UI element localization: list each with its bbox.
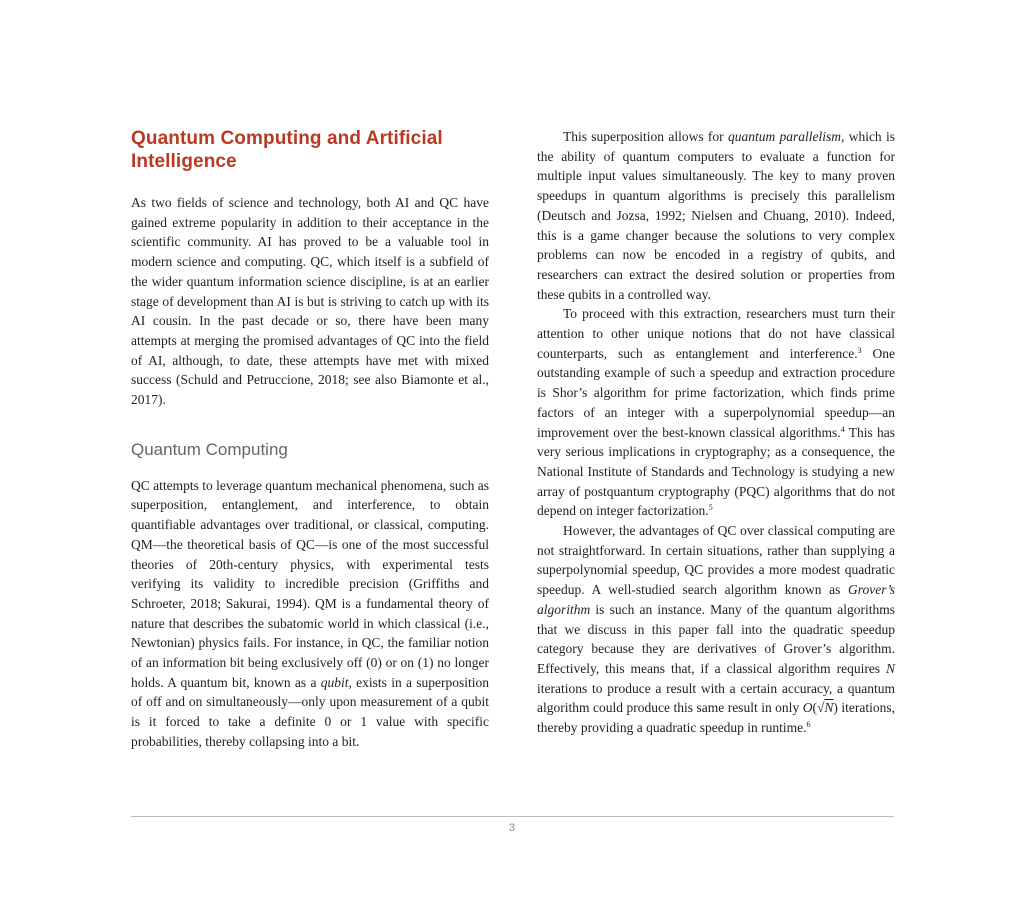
- extraction-paragraph: [537, 304, 895, 521]
- big-o-symbol: O: [802, 700, 813, 716]
- qc-text-1: QC attempts to leverage quantum mechanical phenomena, such as superposition, entanglement, and interference, to obtain quantifiable advantages over traditional, or classical, computing. QM—the theoretical basis of QC—is one of the most successful theories of 20th-century physics, with experimental tests verifying its validity to incredible precision (Griffiths and Schroeter, 2018; Sakurai, 1994). QM is a fundamental theory of nature that describes the subatomic world in which classical (i.e., Newtonian) physics fails. For instance, in QC, the familiar notion of an information bit being exclusively off (0) or on (1) no longer holds. A quantum bit, known as a: [131, 477, 490, 690]
- qc-paragraph: [131, 476, 489, 752]
- qubit-term: qubit,: [320, 674, 352, 690]
- p2-text-1: To proceed with this extraction, researchers must turn their attention to other unique notions that do not have classical counterparts, such as entanglement and interference.: [537, 306, 895, 361]
- left-column: [131, 127, 489, 752]
- p1-text-2: which is the ability of quantum computers to evaluate a function for multiple input values simultaneously. The key to many proven speedups in quantum algorithms is precisely this parallelism (Deutsch and Jozsa, 1992; Nielsen and Chuang, 2010). Indeed, this is a game changer because the solutions to very complex problems can now be encoded in a registry of qubits, and researchers can extract the desired solution or properties from these qubits in a controlled way.: [537, 129, 895, 302]
- qc-text-2: exists in a superposition of off and on simultaneously—only upon measurement of a qubit is it forced to take a definite 0 or 1 value with specific probabilities, thereby collapsing into a bit.: [131, 674, 489, 749]
- p2-text-3: This has very serious implications in cryptography; as a consequence, the National Institute of Standards and Technology is studying a new array of postquantum cryptography (PQC) algorithms that do not depend on integer factorization.: [537, 424, 895, 519]
- parallelism-paragraph: [537, 127, 895, 304]
- subsection-heading: Quantum Computing: [131, 439, 288, 459]
- p1-text-1: This superposition allows for: [563, 129, 728, 144]
- p3-text-2: is such an instance. Many of the quantum algorithms that we discuss in this paper fall into the quadratic speedup category because they are derivatives of Grover’s algorithm. Effectively, this means that, if a classical algorithm requires: [537, 601, 895, 676]
- variable-n: N: [885, 660, 895, 676]
- footnote-ref-5: 5: [708, 503, 713, 513]
- big-o-expression: [803, 700, 838, 715]
- sqrt-n: N: [824, 700, 834, 716]
- p3-text-4: iterations, thereby providing a quadratic speedup in runtime.: [537, 700, 895, 736]
- grover-paragraph: [537, 521, 895, 738]
- page-number: 3: [508, 822, 516, 834]
- footnote-ref-6: 6: [806, 720, 811, 730]
- p3-text-1: However, the advantages of QC over classical computing are not straightforward. In certain situations, rather than supplying a superpolynomial speedup, QC provides a more modest quadratic speedup. A well-studied search algorithm known as: [537, 523, 895, 598]
- quantum-parallelism-term: quantum parallelism,: [727, 129, 845, 144]
- close-paren: ): [833, 700, 838, 716]
- intro-paragraph: As two fields of science and technology, both AI and QC have gained extreme popularity in addition to their acceptance in the scientific community. AI has proved to be a valuable tool in modern science and computing. QC, which itself is a subfield of the wider quantum information science discipline, is at an earlier stage of development than AI is but is striving to catch up with its AI cousin. In the past decade or so, there have been many attempts at merging the promised advantages of QC into the field of AI, although, to date, these attempts have met with mixed success (Schuld and Petruccione, 2018; see also Biamonte et al., 2017).: [131, 195, 489, 408]
- p3-text-3: iterations to produce a result with a certain accuracy, a quantum algorithm could produce this same result in only: [537, 680, 895, 716]
- sqrt-symbol: √: [816, 700, 825, 716]
- right-column: [537, 127, 895, 738]
- footer-divider: [131, 816, 894, 817]
- open-paren: (: [812, 700, 817, 716]
- footnote-ref-4: 4: [840, 424, 845, 434]
- p2-text-2: One outstanding example of such a speedup and extraction procedure is Shor’s algorithm for prime factorization, which finds prime factors of an integer with a superpolynomial speedup—an improvement over the best-known classical algorithms.: [537, 345, 895, 440]
- grovers-algorithm-term: Grover’s algorithm: [537, 582, 895, 617]
- footnote-ref-3: 3: [857, 345, 862, 355]
- section-heading: Quantum Computing and Artificial Intelligence: [131, 128, 443, 172]
